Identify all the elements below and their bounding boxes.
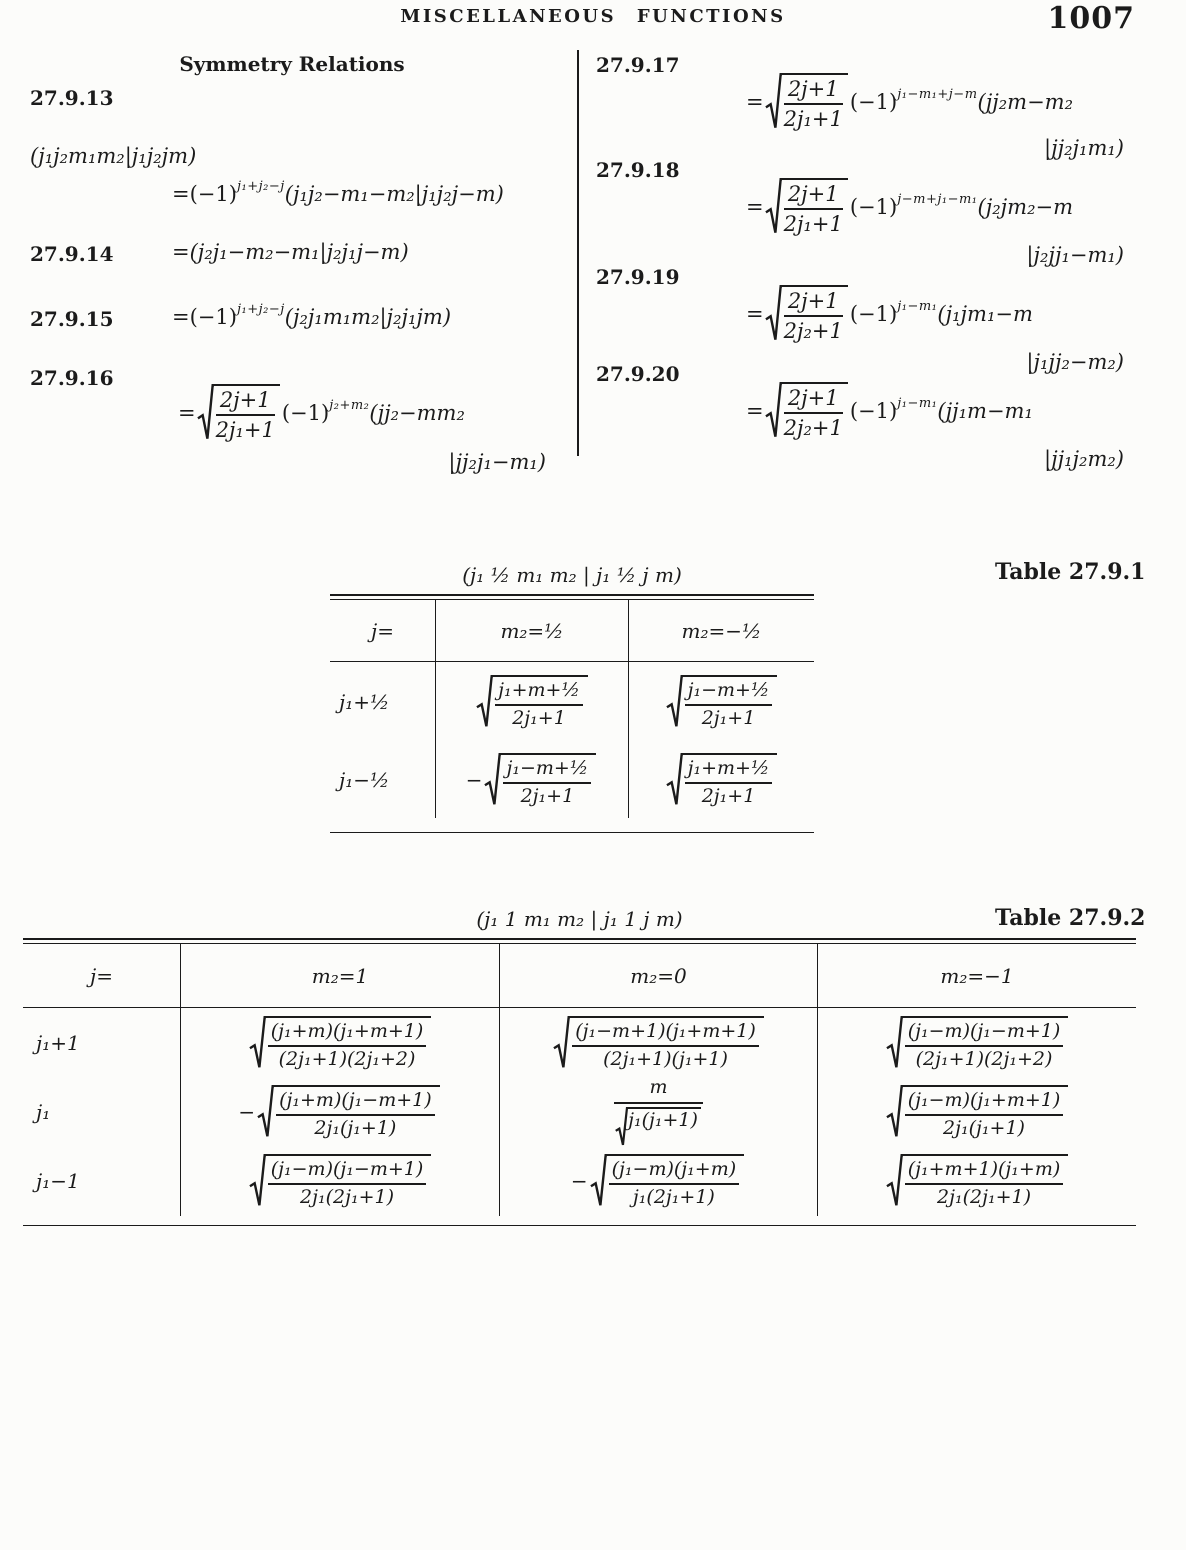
radicand [264,1016,432,1071]
rhs-argument: (j₂j₁−m₂−m₁|j₂j₁j−m) [189,240,409,264]
table-2-caption: (j₁ 1 m₁ m₂ | j₁ 1 j m) [476,907,683,931]
equals-sign: = [746,195,764,220]
column-header: m₂=1 [180,944,499,1008]
fraction-denominator: 2j₁+1 [783,212,843,237]
fraction-denominator: 2j₁+1 [701,784,756,807]
column-header: j= [330,600,435,662]
radicand [780,73,848,131]
fraction-denominator: 2j₁+1 [215,418,275,443]
rhs-argument: (j₂j₁m₁m₂|j₂j₁jm) [284,305,452,329]
fraction [276,1090,435,1140]
square-root [257,1085,440,1140]
fraction-denominator: (2j₁+1)(2j₁+2) [915,1047,1053,1070]
table-cell [180,1078,499,1146]
fraction-denominator: 2j₂+1 [783,319,843,344]
equation-label-27-9-20: 27.9.20 [596,362,680,386]
fraction [609,1159,740,1209]
fraction [216,388,275,442]
equals-sign: = [172,240,190,264]
equation-label-27-9-13: 27.9.13 [30,86,114,110]
row-label: j₁ [36,1100,51,1124]
phase-factor: (−1) [189,182,237,206]
equation-body-27-9-20 [746,382,1033,440]
fraction-numerator: (j₁−m)(j₁−m+1) [268,1159,427,1185]
rhs-argument: (jj₁m−m₁ [937,399,1033,424]
left-column [28,48,556,492]
formula [474,675,590,730]
fraction [685,758,773,808]
table-cell [628,742,814,818]
fraction [905,1090,1064,1140]
equation-continuation-27-9-20: |jj₁j₂m₂) [1044,447,1124,471]
square-root [765,382,848,440]
fraction [268,1021,427,1071]
table-1-title: Table 27.9.1 [995,559,1146,585]
fraction-numerator: (j₁−m)(j₁−m+1) [905,1021,1064,1047]
phase-exponent: j₁−m₁ [897,298,938,314]
table-cell [435,742,628,818]
rhs-argument: (jj₂−mm₂ [369,401,465,426]
fraction [268,1159,427,1209]
row-label: j₁+1 [36,1031,80,1055]
rhs-argument: (j₂jm₂−m [977,195,1074,220]
equation-body-27-9-15 [172,301,452,329]
equals-sign: = [178,401,196,426]
fraction [685,680,773,730]
equation-body-27-9-17 [746,73,1073,131]
equation-body-27-9-14 [172,240,409,264]
formula [884,1085,1071,1140]
fraction-over-root [614,1077,703,1147]
equation-continuation-27-9-18: |j₂jj₁−m₁) [1026,243,1124,267]
square-root [197,384,280,442]
fraction [784,182,843,236]
table-cell [817,1008,1136,1078]
fraction-denominator: 2j₁+1 [783,107,843,132]
fraction-numerator: (j₁−m)(j₁+m+1) [905,1090,1064,1116]
equation-continuation-27-9-16: |jj₂j₁−m₁) [448,450,546,474]
square-root [886,1085,1069,1140]
square-root [765,178,848,236]
rhs-argument: (jj₂m−m₂ [977,90,1074,115]
equation-continuation-27-9-19: |j₁jj₂−m₂) [1026,350,1124,374]
radicand [605,1154,745,1209]
fraction [572,1021,759,1071]
phase-exponent: j₂+m₂ [329,397,370,413]
radicand [272,1085,440,1140]
formula [466,753,599,808]
phase-factor: (−1) [849,302,898,327]
radicand [780,178,848,236]
equation-label-27-9-15: 27.9.15 [30,307,114,331]
formula [884,1016,1071,1071]
phase-factor: (−1) [849,90,898,115]
square-root [765,285,848,343]
fraction-numerator: 2j+1 [784,77,843,105]
square-root [590,1154,745,1209]
phase-factor: (−1) [281,401,330,426]
radicand [212,384,280,442]
table-1-caption: (j₁ ½ m₁ m₂ | j₁ ½ j m) [462,563,682,587]
table-cell [435,662,628,742]
equation-label-27-9-17: 27.9.17 [596,53,680,77]
equals-sign: = [172,182,190,206]
fraction-denominator [614,1104,703,1147]
table-cell [499,1146,817,1216]
phase-factor: (−1) [849,399,898,424]
fraction-denominator: 2j₁(2j₁+1) [936,1185,1032,1208]
column-header: m₂=−1 [817,944,1136,1008]
formula [664,753,780,808]
fraction-numerator: (j₁−m)(j₁+m) [609,1159,740,1185]
fraction-denominator: (2j₁+1)(j₁+1) [603,1047,728,1070]
row-label: j₁−1 [36,1169,80,1193]
equation-lhs-27-9-13: (j₁j₂m₁m₂|j₁j₂jm) [30,144,197,168]
fraction [784,386,843,440]
equation-label-27-9-19: 27.9.19 [596,265,680,289]
table-1-grid [330,600,814,833]
page-number: 1007 [1047,1,1135,36]
rhs-argument: (j₁jm₁−m [937,302,1033,327]
radicand [780,285,848,343]
square-root [615,1107,701,1147]
fraction-denominator: (2j₁+1)(2j₁+2) [278,1047,416,1070]
fraction-numerator: (j₁+m+1)(j₁+m) [905,1159,1064,1185]
formula [551,1016,766,1071]
column-header: m₂=−½ [628,600,814,662]
section-title: Symmetry Relations [179,52,405,76]
running-head: MISCELLANEOUS FUNCTIONS [400,6,786,27]
row-label: j₁+½ [339,690,390,714]
square-root [249,1154,432,1209]
fraction-numerator: j₁−m+½ [503,758,591,784]
fraction [784,289,843,343]
right-column [596,48,1136,492]
rhs-argument: (j₁j₂−m₁−m₂|j₁j₂j−m) [284,182,504,206]
fraction-numerator: 2j+1 [784,386,843,414]
phase-exponent: j₁+j₂−j [236,301,285,317]
square-root [886,1154,1069,1209]
phase-factor: (−1) [849,195,898,220]
phase-exponent: j₁−m₁+j−m [897,86,978,102]
radicand [681,675,778,730]
square-root [886,1016,1069,1071]
sign: − [465,768,483,792]
radicand [780,382,848,440]
square-root [553,1016,764,1071]
sign: − [570,1169,588,1193]
table-cell [180,1146,499,1216]
fraction-denominator: 2j₁+1 [701,706,756,729]
fraction-numerator: 2j+1 [784,289,843,317]
table-cell [499,1008,817,1078]
fraction-numerator: j₁−m+½ [685,680,773,706]
fraction [905,1159,1064,1209]
radicand [491,675,588,730]
fraction-numerator: 2j+1 [216,388,275,416]
row-label: j₁−½ [339,768,390,792]
column-header: m₂=0 [499,944,817,1008]
radicand [901,1154,1069,1209]
equation-body-27-9-18 [746,178,1073,236]
table-2-title: Table 27.9.2 [995,905,1146,931]
equation-label-27-9-14: 27.9.14 [30,242,114,266]
equation-body-27-9-16 [178,384,465,442]
column-header: j= [23,944,180,1008]
formula [247,1154,434,1209]
phase-factor: (−1) [189,305,237,329]
table-cell [628,662,814,742]
equation-label-27-9-16: 27.9.16 [30,366,114,390]
formula [571,1154,746,1209]
fraction-denominator: 2j₂+1 [783,416,843,441]
equals-sign: = [746,302,764,327]
fraction [784,77,843,131]
fraction [495,680,583,730]
fraction-numerator: (j₁−m+1)(j₁+m+1) [572,1021,759,1047]
radicand [499,753,596,808]
formula [247,1016,434,1071]
equation-body-27-9-19 [746,285,1033,343]
fraction-denominator: 2j₁+1 [512,706,566,729]
equation-body-27-9-13 [172,178,504,206]
radicand: j₁(j₁+1) [626,1107,701,1147]
fraction-denominator: 2j₁(2j₁+1) [299,1185,395,1208]
sign: − [238,1100,256,1124]
table-27-9-2 [23,904,1136,1226]
radicand [681,753,778,808]
fraction-numerator: j₁+m+½ [495,680,583,706]
formula [238,1085,441,1140]
fraction-denominator: 2j₁(j₁+1) [314,1116,397,1139]
square-root [666,753,778,808]
radicand [568,1016,764,1071]
phase-exponent: j₁+j₂−j [236,178,285,194]
fraction-denominator: 2j₁+1 [520,784,575,807]
square-root [765,73,848,131]
table-cell [817,1078,1136,1146]
radicand [901,1085,1069,1140]
fraction-numerator: j₁+m+½ [685,758,773,784]
fraction-numerator: (j₁+m)(j₁−m+1) [276,1090,435,1116]
square-root [666,675,778,730]
table-cell [499,1075,817,1146]
square-root [476,675,588,730]
formula [664,675,780,730]
column-header: m₂=½ [435,600,628,662]
table-cell [180,1008,499,1078]
table-27-9-1 [330,560,814,833]
phase-exponent: j−m+j₁−m₁ [897,191,978,207]
phase-exponent: j₁−m₁ [897,395,938,411]
fraction-denominator: 2j₁(j₁+1) [943,1116,1025,1139]
equation-continuation-27-9-17: |jj₂j₁m₁) [1044,136,1124,160]
square-root [484,753,596,808]
fraction [503,758,591,808]
equation-label-27-9-18: 27.9.18 [596,158,680,182]
fraction-numerator: m [614,1077,703,1104]
fraction-numerator: (j₁+m)(j₁+m+1) [268,1021,427,1047]
column-divider-rule [577,50,579,456]
equals-sign: = [746,90,764,115]
table-cell [817,1146,1136,1216]
radicand [264,1154,432,1209]
fraction [905,1021,1064,1071]
fraction-denominator: j₁(2j₁+1) [632,1185,715,1208]
fraction-numerator: 2j+1 [784,182,843,210]
formula [884,1154,1071,1209]
table-2-grid [23,944,1136,1226]
square-root [249,1016,432,1071]
equals-sign: = [746,399,764,424]
equals-sign: = [172,305,190,329]
radicand [901,1016,1069,1071]
